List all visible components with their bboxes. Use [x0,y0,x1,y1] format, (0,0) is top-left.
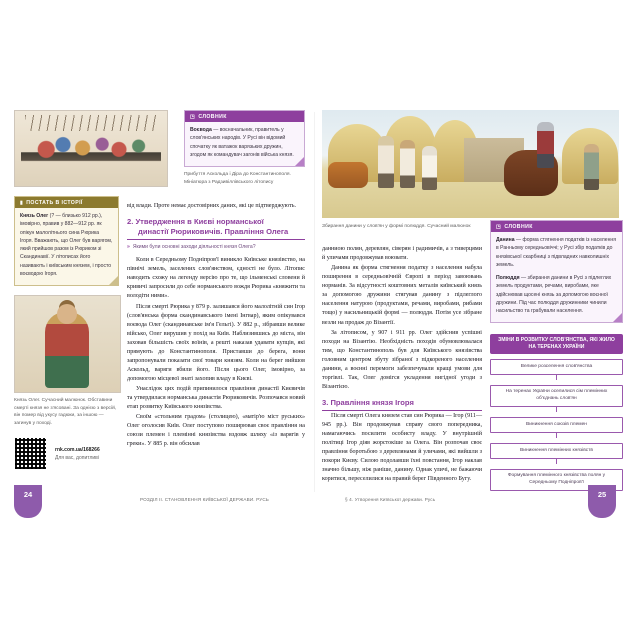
history-box-text: (? — близько 912 рр.), імовірно, правив у 882—912 рр. як опікун малолітнього сина Рюрика Ігоря. Вважають, що Олег був варягом, який прийшов разом із Рюриком зі Скандинавії. У літописах його називають і київським князем, і просто воєводою Ігоря. [20,213,113,277]
history-box [14,196,119,286]
section-heading-2 [127,217,305,240]
person-icon: ▮ [20,199,24,206]
paragraph: Унаслідок цих подій припинилося правління династії Києвичів та утвердилася норманська династія Рюриковичів. Розпочався новий етап розвитку Київського князівства. [127,386,305,411]
qr-row [14,437,119,470]
scheme-step: Велике розселення слов'янства [490,359,623,375]
paragraph: данниою полян, деревлян, сіверян і радимичів, а з тиверцями й уличами продовжував воювати. [322,246,482,262]
glossary-header-right: ◳ СЛОВНИК [491,221,622,232]
scheme-step: Виникнення племінних князівств [490,443,623,459]
book-icon: ◳ [190,113,196,120]
paragraph: Після смерті Рюрика у 879 р. залишався його малолітній син Ігор (слов'янська форма скандинавського імені Інгвар), яким опікувався воєвода Олег (скандинавське ім'я Гельгі). У 882 р., зібравши велике військо, Олег вирушив у похід на Київ. Наблизившись до міста, він заховав більшість своїх воїнів, а решті наказав удавати купців, які прямують до Константинополя. Приставши до берега, вони запропонували показати свої товари князям. Коли на берег вийшов Аскольд, варяги вбили його. Після цього Олег, імовірно, за допомогою місцевої знаті захопив владу в Києві. [127,303,305,383]
glossary-entry [496,274,617,315]
left-glossary-wrap [184,110,305,186]
section-question: » Якими були основні заходи діяльності князя Олега? [127,244,256,251]
scheme-connector [556,407,557,412]
glossary-term-polyuddya: Полюддя [496,275,520,281]
paragraph: Коли в Середньому Подніпров'ї виникло Київське князівство, на північі земель, заселених слов'янством, єдності не було. Літопис наводить схожу на легенду версію про те, що ільменські словени й кривичі запросили до себе норманського вождя Рюрика «княжити та володіти ними». [127,257,305,300]
glossary-header-left: ◳ СЛОВНИК [185,111,304,122]
left-page [8,110,308,525]
scheme-step: Формування племінного князівства полян у Середньому Подніпров'ї [490,469,623,492]
corner-fold [613,313,622,322]
question-arrow-icon: » [127,244,130,251]
prince-oleh-caption: Князь Олег. Сучасний малюнок. Обставини смерті князя не з'ясовані. За однією з версій, він помер від укусу гадюки, за іншою — загинув у поході. [14,398,117,426]
glossary-box-right [490,220,623,323]
glossary-term-voevoda: Воєвода [190,127,212,133]
section-heading-2-line1: 2. Утвердження в Києві норманської [127,217,264,227]
qr-url[interactable]: rnk.com.ua/168266 [55,446,100,453]
qr-code[interactable] [14,437,47,470]
scheme-step: На теренах України оселилися сім племінних об'єднань слов'ян [490,385,623,408]
glossary-def-voevoda: — воєначальник, правитель у слов'янських народів. У Русі він відомий спочатку як ватажок варязьких дружин, згодом як командувач загонів війська князя. [190,127,294,158]
carry-paragraph: від влади. Проте немає достовірних даних, які це підтверджують. [127,203,297,209]
scheme-connector [556,433,557,438]
polyuddya-caption: Збирання данини у слов'ян у формі полюддя. Сучасний малюнок [322,224,471,229]
section-heading-3: 3. Правління князя Ігоря [322,398,482,411]
miniature-caption: Прибуття Аскольда і Діра до Константинополя. Мініатюра з Радзивіллівського літопису [184,172,291,185]
qr-subtitle: Для вас, допитливі [55,454,99,461]
prince-oleh-image [14,295,121,393]
right-main-column [322,245,482,486]
paragraph: Своїм «стольним градом» (столицею), «матір'ю міст руських» Олег оголосив Київ. Олег поступово поширював своє правління на союзи племен і племінні князівства вздовж шляху «із варягів у греки». У 885 р. він обсилав [127,414,305,448]
left-main-column [127,202,305,451]
scheme-step: Виникнення союзів племен [490,417,623,433]
history-box-title: Князь Олег [20,213,49,219]
history-box-header: ▮ ПОСТАТЬ В ІСТОРІЇ [15,197,118,208]
glossary-def-danyna: — форма стягнення податків із населення в Ранньому середньовіччі; у Русі збір податків до князівської скарбниці з підвладних навколишніх земель. [496,237,616,268]
section-heading-2-line2: династії Рюриковичів. Правління Олега [138,227,289,237]
askold-dir-miniature-image [14,110,168,187]
glossary-entry [496,236,617,269]
footer-left: РОЗДІЛ ІІ. СТАНОВЛЕННЯ КИЇВСЬКОЇ ДЕРЖАВИ. РУСЬ [140,497,269,502]
polyuddya-image [322,110,619,218]
page-number-right: 25 [588,485,616,518]
scheme-title: ЗМІНИ В РОЗВИТКУ СЛОВ'ЯНСТВА, ЯКІ ЖИЛО НА ТЕРЕНАХ УКРАЇНИ [490,334,623,354]
corner-fold [295,157,304,166]
gutter-divider [314,112,315,492]
scheme-block [490,334,623,491]
paragraph: Після смерті Олега князем став син Рюрика — Ігор (911—945 рр.). Він продовжував справу свого попередника, намагаючись посилити особисту владу. У внутрішній політиці Ігор діяв жорстокіше за Олега. Він розпочав своє правління боротьбою з деревлянами й уличами, які вийшли з покори Києву. Силою подолавши їхні повстання, Ігор наклав значно більшу, ніж раніше, данину. Однак уличі, не бажаючи коритися, переселилися на правий берег Південного Бугу. [322,413,482,483]
book-icon: ◳ [496,223,502,230]
corner-fold [109,276,118,285]
glossary-def-polyuddya: — збирання данини в Русі з підлеглих земель продуктами, речами, виробами, яке здійснював щосені князь за допомогою воєнної дружини. Під час полюддя дружинники чинили насильство та грабували населення. [496,275,612,314]
paragraph: За літописом, у 907 і 911 рр. Олег здійснив успішні походи на Візантію. Необхідність походів обумовлювалася тим, що Константинополь був для Київського князівства головним центром збуту зібраної з підкореного населення данини, а воєнні перемоги забезпечували кращі умови для торгівлі. Так, Олег домігся укладення вигідної угоди з Візантією. [322,329,482,390]
glossary-body-left [185,122,304,166]
page-number-left: 24 [14,485,42,518]
scheme-connector [556,375,557,380]
paragraph: Данина як форма стягнення податку з населення набула поширення в середньовічній Європі в період завоювань норманів. За відсутності коштовних металів київський князь за допомогою дружини стягував данину з підлеглого населення натурою (продуктами, речами, виробами, рибами тощо) у насильницькій формі — полюддя. Потім усе зібране везли на продаж до Візантії. [322,265,482,326]
glossary-term-danyna: Данина [496,237,515,243]
scheme-connector [556,459,557,464]
right-page [322,110,622,525]
footer-right: § 4. Утворення Київської держави. Русь [345,497,436,502]
left-side-column [14,110,119,470]
qr-text [55,446,100,462]
history-box-body [15,208,118,285]
glossary-box-left [184,110,305,167]
glossary-body-right [491,232,622,322]
right-side-column [490,220,623,491]
